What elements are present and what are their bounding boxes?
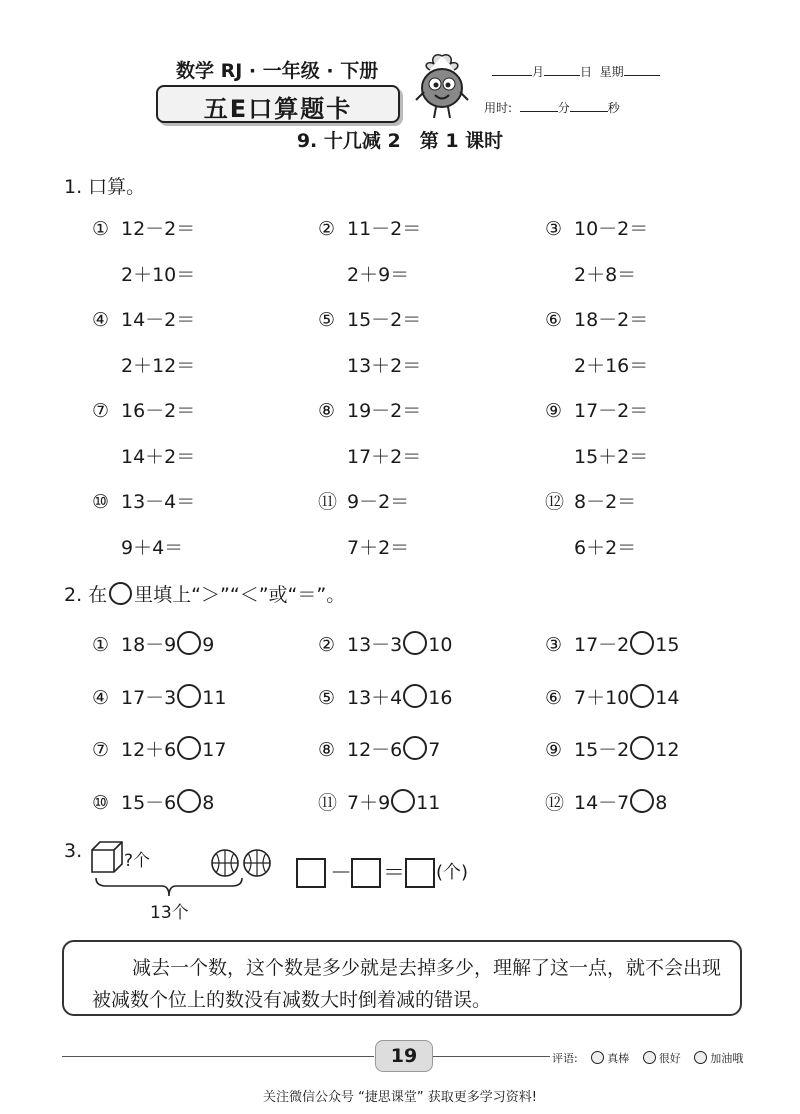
equation-item	[92, 305, 195, 332]
right-value: 9	[202, 634, 215, 656]
equation-text: 15－2＝	[347, 309, 422, 331]
equation-text: 14－2＝	[121, 309, 196, 331]
left-expression: 12＋6	[121, 739, 177, 761]
problem-number: ⑧	[318, 739, 336, 761]
month-label: 月	[532, 65, 545, 79]
problem-number: ⑪	[318, 491, 338, 513]
minus-sign: －	[330, 861, 353, 886]
smile-face-icon[interactable]	[591, 1051, 604, 1064]
footer-rule-right	[432, 1056, 550, 1057]
brace-icon	[94, 876, 244, 900]
problem-number: ⑥	[545, 309, 563, 331]
compare-row	[0, 735, 800, 765]
problem-row	[0, 305, 800, 335]
unknown-count-label: ?个	[124, 851, 151, 871]
tip-text: 减去一个数，这个数是多少就是去掉多少，理解了这一点，就不会出现被减数个位上的数没有减数大时倒着减的错误。	[92, 957, 722, 1011]
compare-item	[545, 630, 679, 657]
compare-circle[interactable]	[177, 789, 201, 813]
compare-item	[318, 735, 440, 762]
equation-text: 17－2＝	[574, 400, 649, 422]
right-value: 11	[416, 791, 441, 814]
compare-item	[545, 788, 667, 815]
problem-number: ⑤	[318, 686, 336, 709]
problem-number: ⑪	[318, 791, 338, 814]
equation-text: 12－2＝	[121, 218, 196, 240]
equation-item	[92, 487, 195, 514]
compare-circle[interactable]	[403, 736, 427, 760]
equation-item	[318, 351, 421, 378]
tip-box	[62, 940, 742, 1016]
equation-item	[92, 351, 195, 378]
problem-number: ①	[92, 218, 110, 240]
date-line	[492, 63, 660, 80]
equation-text: 2＋12＝	[121, 354, 196, 377]
problem-number: ②	[318, 634, 336, 656]
problem-number: ⑦	[92, 739, 110, 761]
equation-item	[318, 533, 409, 560]
week-label: 星期	[599, 65, 624, 79]
footer-rule-left	[62, 1056, 374, 1057]
left-expression: 15－6	[121, 791, 177, 814]
equation-item	[92, 533, 183, 560]
compare-item	[318, 788, 440, 815]
lesson-title: 9. 十几减 2 第 1 课时	[296, 130, 504, 152]
left-expression: 13－3	[347, 634, 403, 656]
right-value: 8	[655, 791, 668, 814]
section2-title-suffix: 里填上“＞”“＜”或“＝”。	[134, 584, 346, 606]
eval-option-2: 很好	[658, 1052, 681, 1065]
compare-item	[545, 683, 679, 710]
section1-title: 1. 口算。	[64, 176, 146, 198]
equation-item	[92, 260, 195, 287]
problem-number: ③	[545, 634, 563, 656]
time-label: 用时:	[484, 101, 513, 115]
compare-circle[interactable]	[630, 684, 654, 708]
equation-text: 18－2＝	[574, 309, 649, 331]
mascot-icon	[410, 52, 474, 120]
problem-number: ⑩	[92, 491, 110, 513]
compare-circle[interactable]	[630, 789, 654, 813]
time-line	[484, 99, 620, 116]
ball-icon	[210, 848, 240, 878]
equation-text: 11－2＝	[347, 218, 422, 240]
month-blank[interactable]	[492, 63, 532, 76]
equation-item	[318, 305, 421, 332]
section2-title	[64, 580, 345, 607]
right-value: 14	[655, 686, 680, 709]
unit-label: (个)	[436, 862, 469, 883]
equation-text: 15＋2＝	[574, 445, 649, 468]
right-value: 15	[655, 634, 680, 656]
left-expression: 7＋9	[347, 791, 391, 814]
equation-item	[318, 260, 409, 287]
right-value: 7	[428, 739, 441, 761]
compare-item	[92, 735, 226, 762]
week-blank[interactable]	[624, 63, 660, 76]
problem-number: ⑧	[318, 400, 336, 422]
problem-number: ⑨	[545, 400, 563, 422]
day-blank[interactable]	[544, 63, 580, 76]
total-count-label: 13个	[150, 903, 189, 923]
problem-number: ⑫	[545, 491, 565, 513]
equation-item	[92, 442, 195, 469]
equation-text: 17＋2＝	[347, 445, 422, 468]
title-banner	[156, 85, 400, 123]
left-expression: 17－2	[574, 634, 630, 656]
problem-number: ⑤	[318, 309, 336, 331]
equation-text: 19－2＝	[347, 400, 422, 422]
compare-circle[interactable]	[403, 631, 427, 655]
equation-text: 16－2＝	[121, 400, 196, 422]
equation-item	[318, 396, 421, 423]
minute-blank[interactable]	[520, 99, 558, 112]
equation-text: 2＋8＝	[574, 263, 637, 286]
right-value: 17	[202, 739, 227, 761]
compare-circle[interactable]	[177, 631, 201, 655]
right-value: 10	[428, 634, 453, 656]
equation-item	[318, 487, 409, 514]
equation-item	[545, 214, 648, 241]
equation-item	[545, 442, 648, 469]
problem-row	[0, 351, 800, 381]
compare-row	[0, 683, 800, 713]
right-value: 12	[655, 739, 680, 761]
equation-item	[92, 214, 195, 241]
compare-circle[interactable]	[177, 736, 201, 760]
equation-text: 6＋2＝	[574, 536, 637, 559]
right-value: 8	[202, 791, 215, 814]
equation-item	[545, 351, 648, 378]
answer-box-minuend[interactable]	[296, 858, 326, 888]
compare-circle[interactable]	[391, 789, 415, 813]
compare-item	[92, 788, 214, 815]
problem-number: ④	[92, 686, 110, 709]
equation-text: 14＋2＝	[121, 445, 196, 468]
equation-item	[318, 214, 421, 241]
compare-row	[0, 630, 800, 660]
problem-number: ④	[92, 309, 110, 331]
equation-item	[545, 260, 636, 287]
equation-text: 13－4＝	[121, 491, 196, 513]
problem-row	[0, 214, 800, 244]
eval-label: 评语:	[552, 1052, 578, 1065]
compare-item	[92, 683, 226, 710]
left-expression: 14－7	[574, 791, 630, 814]
compare-row	[0, 788, 800, 818]
equation-text: 9＋4＝	[121, 536, 184, 559]
circle-icon	[109, 582, 132, 605]
problem-row	[0, 533, 800, 563]
problem-number: ①	[92, 634, 110, 656]
second-label: 秒	[607, 101, 620, 115]
compare-circle[interactable]	[630, 631, 654, 655]
right-value: 16	[428, 686, 453, 709]
compare-circle[interactable]	[630, 736, 654, 760]
left-expression: 17－3	[121, 686, 177, 709]
answer-box-subtrahend[interactable]	[351, 858, 381, 888]
compare-item	[92, 630, 214, 657]
problem-number: ⑫	[545, 791, 565, 814]
equation-item	[318, 442, 421, 469]
section2-title-prefix: 2. 在	[64, 584, 108, 606]
cube-icon	[90, 840, 124, 876]
bottom-note: 关注微信公众号 “捷思课堂” 获取更多学习资料!	[263, 1090, 537, 1105]
day-label: 日	[580, 65, 593, 79]
equation-item	[545, 305, 648, 332]
problem-number: ⑨	[545, 739, 563, 761]
equation-text: 8－2＝	[574, 491, 637, 513]
second-blank[interactable]	[570, 99, 608, 112]
left-expression: 18－9	[121, 634, 177, 656]
left-expression: 7＋10	[574, 686, 630, 709]
problem3-number: 3.	[64, 840, 83, 862]
eval-option-3: 加油哦	[710, 1052, 744, 1065]
compare-circle[interactable]	[177, 684, 201, 708]
problem-row	[0, 260, 800, 290]
smile-face-icon[interactable]	[643, 1051, 656, 1064]
left-expression: 13＋4	[347, 686, 403, 709]
problem-number: ⑦	[92, 400, 110, 422]
subject-label: 数学 RJ · 一年级 · 下册	[176, 60, 379, 82]
equation-item	[545, 396, 648, 423]
compare-item	[318, 630, 452, 657]
equation-text: 13＋2＝	[347, 354, 422, 377]
equation-text: 7＋2＝	[347, 536, 410, 559]
compare-item	[318, 683, 452, 710]
answer-box-result[interactable]	[405, 858, 435, 888]
ball-icon	[242, 848, 272, 878]
effort-face-icon[interactable]	[694, 1051, 707, 1064]
equation-text: 2＋10＝	[121, 263, 196, 286]
compare-circle[interactable]	[403, 684, 427, 708]
right-value: 11	[202, 686, 227, 709]
equation-text: 9－2＝	[347, 491, 410, 513]
problem-number: ③	[545, 218, 563, 240]
equation-text: 10－2＝	[574, 218, 649, 240]
problem-row	[0, 442, 800, 472]
equation-item	[545, 487, 636, 514]
problem-number: ②	[318, 218, 336, 240]
equation-item	[92, 396, 195, 423]
equation-text: 2＋16＝	[574, 354, 649, 377]
banner-text: 五E口算题卡	[203, 95, 353, 123]
problem-number: ⑥	[545, 686, 563, 709]
equation-item	[545, 533, 636, 560]
problem-row	[0, 396, 800, 426]
minute-label: 分	[557, 101, 570, 115]
equation-text: 2＋9＝	[347, 263, 410, 286]
eval-option-1: 真棒	[607, 1052, 630, 1065]
left-expression: 12－6	[347, 739, 403, 761]
compare-item	[545, 735, 679, 762]
page-number: 19	[375, 1040, 433, 1072]
evaluation-row	[552, 1050, 743, 1066]
problem-number: ⑩	[92, 791, 110, 814]
equals-sign: ＝	[383, 861, 406, 886]
left-expression: 15－2	[574, 739, 630, 761]
problem-row	[0, 487, 800, 517]
